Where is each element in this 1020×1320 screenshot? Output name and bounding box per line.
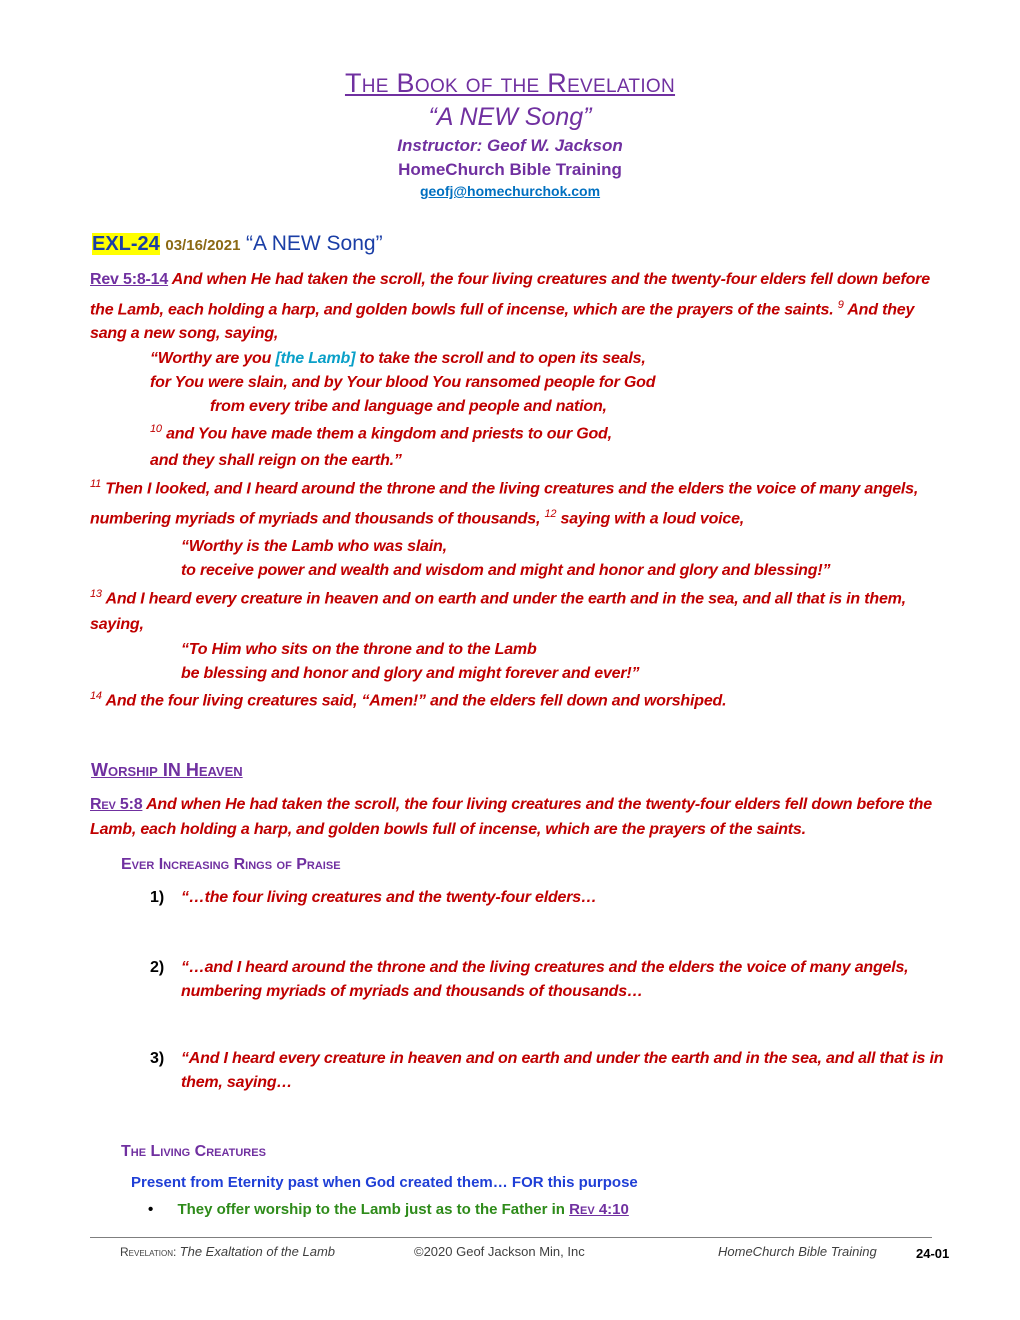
passage-text: And when He had taken the scroll, the four living creatures and the twenty-four elders fell down before (171, 271, 930, 288)
worship-text: And when He had taken the scroll, the four living creatures and the twenty-four elders fell down before the (146, 796, 932, 813)
song-line-1 (150, 350, 646, 368)
footer-left (120, 1244, 335, 1259)
passage-line-5 (90, 508, 744, 528)
verse-number: 10 (150, 423, 162, 435)
verse-number: 13 (90, 588, 102, 600)
song-line-2: for You were slain, and by Your blood You ransomed people for God (150, 374, 656, 391)
passage-line-7: saying, (90, 616, 144, 633)
passage-line-2 (90, 299, 914, 319)
footer-org: HomeChurch Bible Training (718, 1244, 877, 1259)
passage-text: And they (847, 301, 915, 319)
song-line-8: “To Him who sits on the throne and to the Lamb (181, 641, 537, 658)
passage-text: saying with a loud voice, (560, 510, 745, 528)
footer-divider (90, 1237, 932, 1238)
verse-number: 14 (90, 690, 102, 702)
footer-copyright: ©2020 Geof Jackson Min, Inc (414, 1244, 585, 1259)
lesson-code: EXL-24 (92, 233, 160, 255)
song-line-3: from every tribe and language and people and nation, (210, 398, 607, 415)
worship-heading: Worship IN Heaven (91, 760, 243, 780)
passage-text: the Lamb, each holding a harp, and golden bowls full of incense, which are the prayers of the saints. (90, 301, 834, 319)
song-text: to take the scroll and to open its seals, (359, 350, 646, 367)
email-link[interactable]: geofj@homechurchok.com (419, 183, 601, 199)
item-number: 3) (150, 1050, 165, 1067)
header-block (0, 68, 1020, 201)
passage-line-6 (90, 588, 906, 608)
passage-line-8 (90, 690, 726, 710)
bracket-note: [the Lamb] (275, 350, 356, 367)
document-title-text: The Book of the Revelation (344, 68, 676, 98)
footer-left-title: The Exaltation of the Lamb (179, 1244, 336, 1259)
item-number: 2) (150, 959, 165, 976)
list-item-cont: them, saying… (181, 1074, 293, 1091)
passage-text: Then I looked, and I heard around the throne and the living creatures and the elders the voice of many angels, (105, 480, 919, 498)
list-item: “…the four living creatures and the twenty-four elders… (181, 889, 597, 906)
living-line: Present from Eternity past when God created them… FOR this purpose (131, 1174, 638, 1191)
song-line-7: to receive power and wealth and wisdom and might and honor and glory and blessing!” (181, 562, 831, 579)
instructor-line: Instructor: Geof W. Jackson (397, 136, 623, 155)
lesson-date: 03/16/2021 (165, 237, 241, 254)
verse-number: 11 (90, 478, 102, 490)
verse-number: 9 (837, 299, 844, 311)
passage-line-4 (90, 478, 918, 498)
verse-number: 12 (544, 508, 557, 520)
passage-line-3: sang a new song, saying, (90, 325, 279, 342)
document-title (0, 68, 1020, 99)
worship-ref-link[interactable]: Rev 5:8 (90, 796, 143, 813)
page-number: 24-01 (916, 1246, 950, 1261)
bullet-text: They offer worship to the Lamb just as to the Father in (177, 1201, 565, 1218)
document-subtitle: “A NEW Song” (428, 103, 592, 131)
song-line-4 (150, 423, 612, 443)
passage-text: numbering myriads of myriads and thousands of thousands, (90, 510, 541, 528)
worship-line-2: Lamb, each holding a harp, and golden bowls full of incense, which are the prayers of the saints. (90, 821, 806, 838)
living-bullet (148, 1201, 629, 1218)
item-number: 1) (150, 889, 165, 906)
worship-line-1 (90, 796, 932, 814)
lesson-heading (92, 232, 383, 256)
footer-left-label: Revelation: (120, 1245, 177, 1259)
list-item: “And I heard every creature in heaven and on earth and under the earth and in the sea, and all that is in (181, 1050, 944, 1067)
passage-ref-link[interactable]: Rev 5:8-14 (90, 271, 169, 288)
list-item-cont: numbering myriads of myriads and thousands of thousands… (181, 983, 643, 1000)
song-text: “Worthy are you (150, 350, 272, 367)
song-line-9: be blessing and honor and glory and might forever and ever!” (181, 665, 640, 682)
rev-4-10-link[interactable]: Rev 4:10 (569, 1201, 629, 1218)
list-item: “…and I heard around the throne and the living creatures and the elders the voice of many angels, (181, 959, 909, 976)
song-line-5: and they shall reign on the earth.” (150, 452, 402, 469)
lesson-title: “A NEW Song” (246, 232, 383, 255)
passage-line-1 (90, 271, 970, 289)
song-text: and You have made them a kingdom and priests to our God, (166, 425, 612, 443)
song-line-6: “Worthy is the Lamb who was slain, (181, 538, 447, 555)
bullet-icon: • (148, 1201, 154, 1218)
living-heading: The Living Creatures (121, 1143, 266, 1160)
rings-subheading: Ever Increasing Rings of Praise (121, 856, 341, 873)
org-line: HomeChurch Bible Training (398, 160, 622, 179)
passage-text: And I heard every creature in heaven and on earth and under the earth and in the sea, and all that is in them, (105, 590, 906, 608)
passage-text: And the four living creatures said, “Amen!” and the elders fell down and worshiped. (105, 692, 727, 710)
